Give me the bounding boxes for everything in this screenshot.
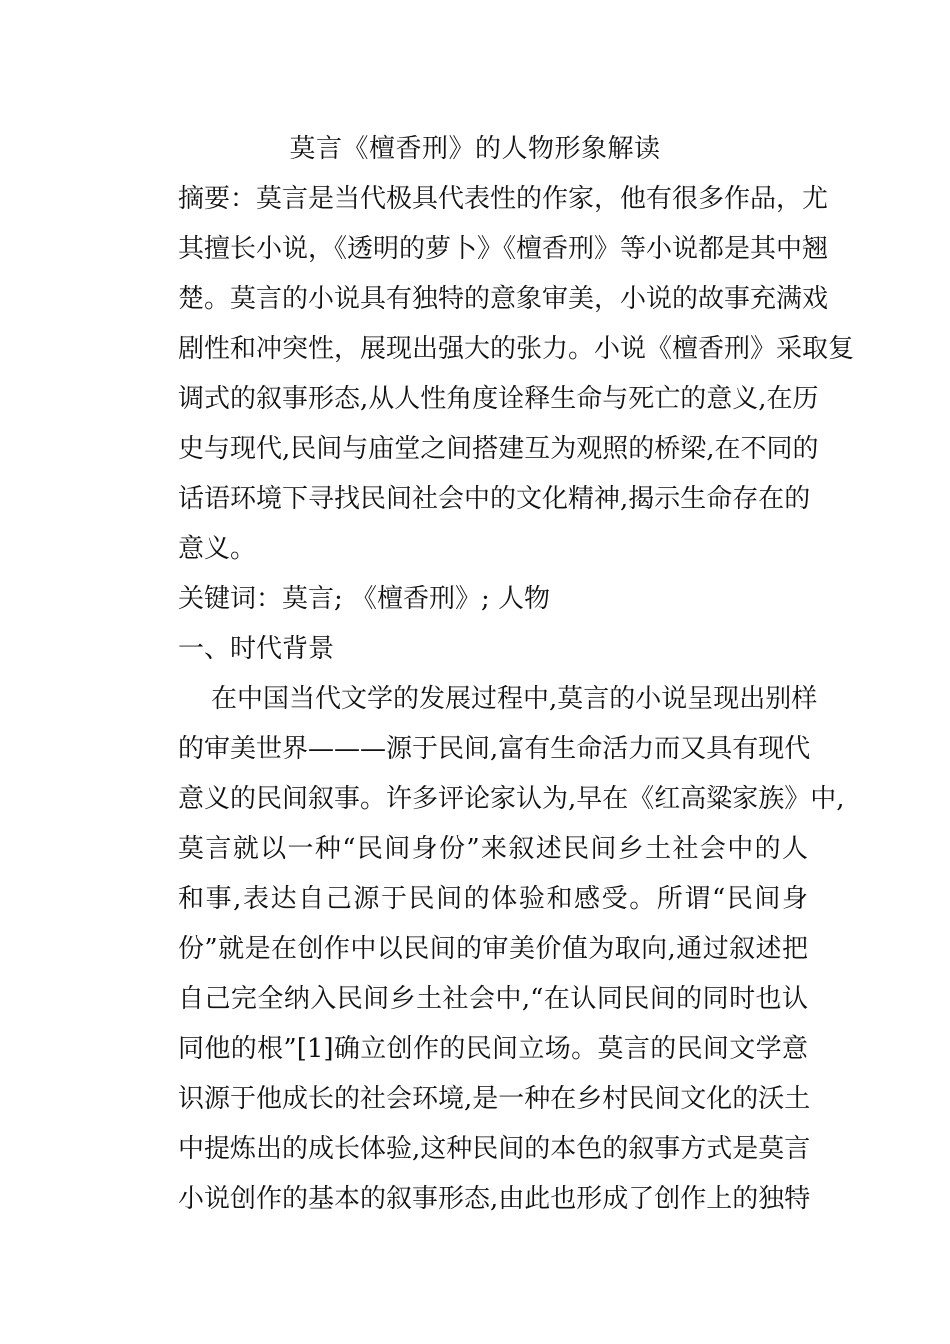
body-line: 和事,表达自己源于民间的体验和感受。所谓“民间身	[178, 884, 808, 914]
abstract-line: 其擅长小说，《透明的萝卜》《檀香刑》等小说都是其中翘	[178, 234, 829, 264]
body-line: 莫言就以一种“民间身份”来叙述民间乡土社会中的人	[178, 834, 808, 864]
abstract-line: 剧性和冲突性，展现出强大的张力。小说《檀香刑》采取复	[178, 334, 855, 364]
body-line: 在中国当代文学的发展过程中,莫言的小说呈现出别样	[211, 684, 818, 714]
body-line: 中提炼出的成长体验,这种民间的本色的叙事方式是莫言	[178, 1134, 811, 1164]
abstract-line: 摘要：莫言是当代极具代表性的作家，他有很多作品，尤	[178, 184, 829, 214]
keywords: 关键词：莫言; 《檀香刑》; 人物	[178, 584, 551, 614]
section-heading: 一、时代背景	[178, 634, 335, 664]
abstract-line: 史与现代,民间与庙堂之间搭建互为观照的桥梁,在不同的	[178, 434, 819, 464]
abstract-line: 调式的叙事形态,从人性角度诠释生命与死亡的意义,在历	[178, 384, 819, 414]
body-line: 的审美世界———源于民间,富有生命活力而又具有现代	[178, 734, 811, 764]
abstract-line: 话语环境下寻找民间社会中的文化精神,揭示生命存在的	[178, 484, 811, 514]
body-line: 识源于他成长的社会环境,是一种在乡村民间文化的沃土	[178, 1084, 811, 1114]
body-line: 同他的根”[1]确立创作的民间立场。莫言的民间文学意	[178, 1034, 808, 1064]
body-line: 小说创作的基本的叙事形态,由此也形成了创作上的独特	[178, 1184, 811, 1214]
body-line: 份”就是在创作中以民间的审美价值为取向,通过叙述把	[178, 934, 808, 964]
body-line: 自己完全纳入民间乡土社会中,“在认同民间的同时也认	[178, 984, 808, 1014]
abstract-line: 楚。莫言的小说具有独特的意象审美，小说的故事充满戏	[178, 284, 829, 314]
document-title: 莫言《檀香刑》的人物形象解读	[289, 134, 661, 164]
body-line: 意义的民间叙事。许多评论家认为,早在《红高粱家族》中,	[178, 784, 845, 814]
abstract-line: 意义。	[178, 534, 257, 564]
